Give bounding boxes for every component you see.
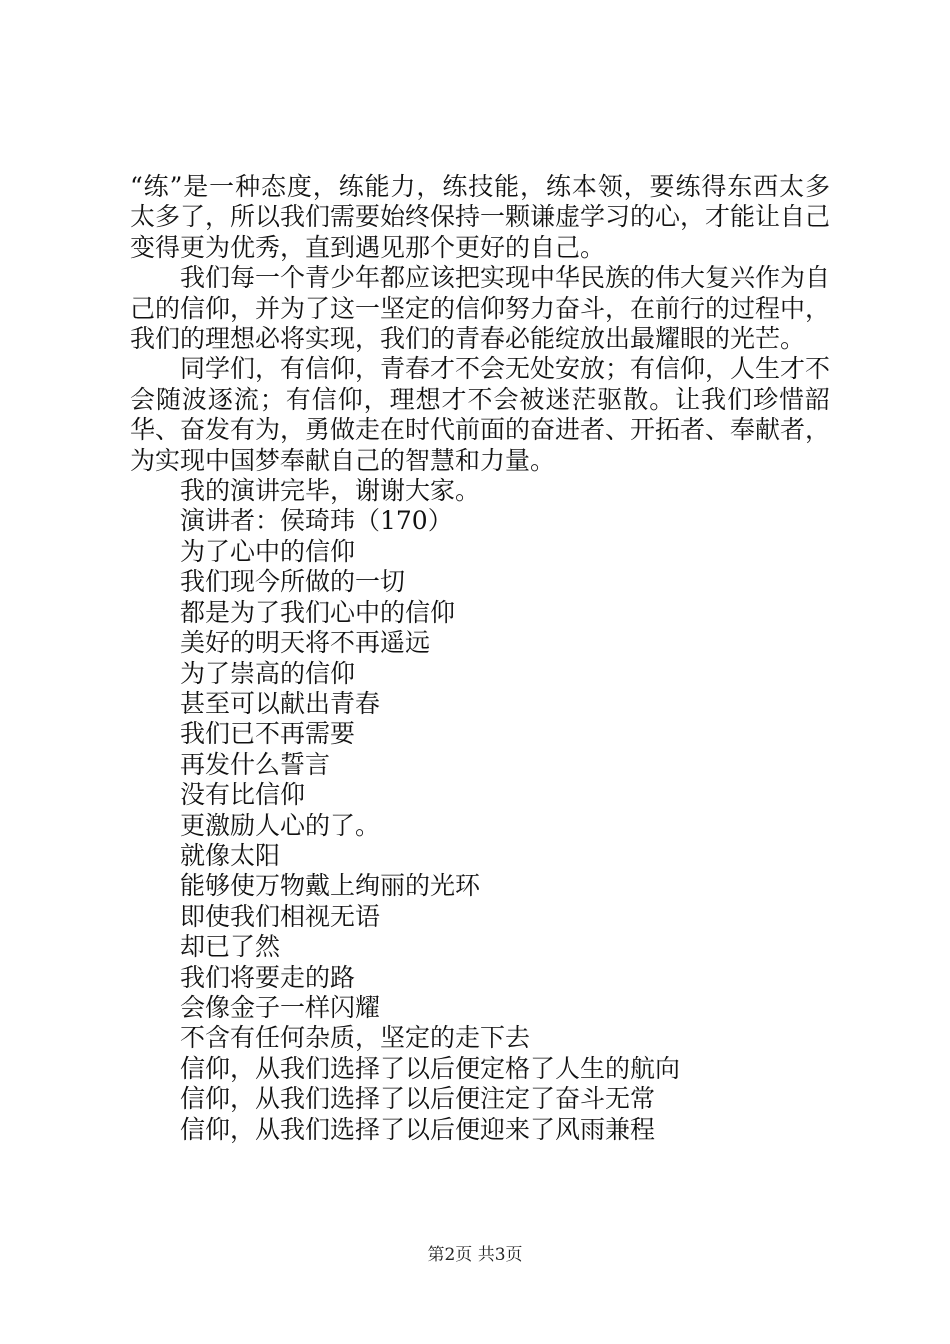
poem-line: 信仰，从我们选择了以后便迎来了风雨兼程 xyxy=(180,1114,656,1144)
closing-line: 我的演讲完毕，谢谢大家。 xyxy=(180,476,481,506)
poem-line: 信仰，从我们选择了以后便定格了人生的航向 xyxy=(180,1053,681,1083)
poem-line: 能够使万物戴上绚丽的光环 xyxy=(180,871,481,901)
poem-line: 没有比信仰 xyxy=(180,780,306,810)
poem-line: 会像金子一样闪耀 xyxy=(180,992,381,1022)
paragraph-2: 我们每一个青少年都应该把实现中华民族的伟大复兴作为自己的信仰，并为了这一坚定的信仰努力奋斗，在前行的过程中，我们的理想必将实现，我们的青春必能绽放出最耀眼的光芒。 xyxy=(130,263,831,354)
poem-line: 我们将要走的路 xyxy=(180,962,356,992)
poem-line: 就像太阳 xyxy=(180,840,281,870)
poem-line: 再发什么誓言 xyxy=(180,749,331,779)
poem-line: 甚至可以献出青春 xyxy=(180,688,381,718)
poem-line: 我们已不再需要 xyxy=(180,719,356,749)
poem-line: 不含有任何杂质，坚定的走下去 xyxy=(180,1023,531,1053)
poem-line: 我们现今所做的一切 xyxy=(180,567,406,597)
poem-line: 更激励人心的了。 xyxy=(180,810,381,840)
poem-line: 都是为了我们心中的信仰 xyxy=(180,597,456,627)
poem-line: 即使我们相视无语 xyxy=(180,901,381,931)
paragraph-3: 同学们，有信仰，青春才不会无处安放；有信仰，人生才不会随波逐流；有信仰，理想才不会被迷茫驱散。让我们珍惜韶华、奋发有为，勇做走在时代前面的奋进者、开拓者、奉献者，为实现中国梦奉献自己的智慧和力量。 xyxy=(130,354,831,475)
poem-line: 为了崇高的信仰 xyxy=(180,658,356,688)
poem-line: 信仰，从我们选择了以后便注定了奋斗无常 xyxy=(180,1084,656,1114)
paragraph-1: “练”是一种态度，练能力，练技能，练本领，要练得东西太多太多了，所以我们需要始终保持一颗谦虚学习的心，才能让自己变得更为优秀，直到遇见那个更好的自己。 xyxy=(130,172,831,262)
poem-lines xyxy=(130,476,830,1145)
poem-line: 却已了然 xyxy=(180,932,281,962)
poem-line: 为了心中的信仰 xyxy=(180,536,356,566)
poem-line: 美好的明天将不再遥远 xyxy=(180,628,431,658)
document-body xyxy=(130,172,830,1145)
page-number-footer: 第2页 共3页 xyxy=(427,1245,523,1265)
speaker-line: 演讲者：侯琦玮（170） xyxy=(180,506,453,536)
